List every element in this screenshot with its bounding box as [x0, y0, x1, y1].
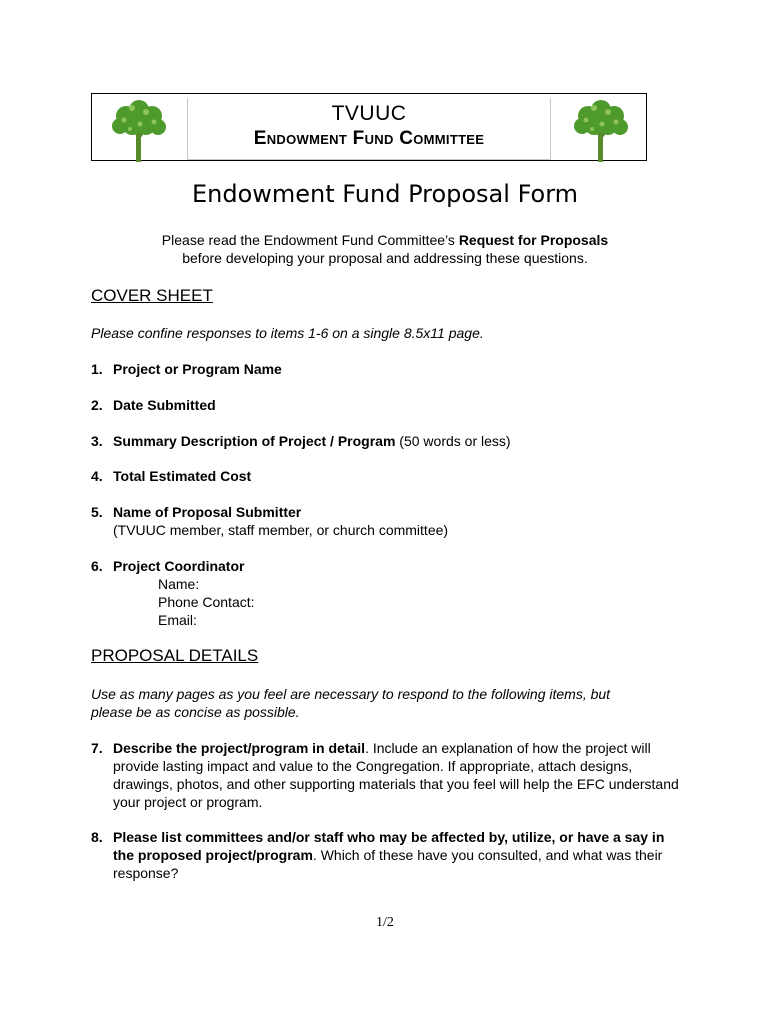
- coordinator-phone-label: Phone Contact:: [158, 594, 255, 610]
- item-label: Date Submitted: [113, 397, 216, 413]
- org-name: TVUUC: [331, 102, 407, 125]
- item-number: 7.: [91, 740, 103, 756]
- coordinator-email-label: Email:: [158, 612, 197, 628]
- item-number: 6.: [91, 558, 103, 574]
- item-label: Project or Program Name: [113, 361, 282, 377]
- proposal-details-heading: PROPOSAL DETAILS: [91, 646, 259, 665]
- item-note: (50 words or less): [395, 433, 511, 449]
- intro-rfp-text: Request for Proposals: [458, 232, 609, 248]
- item-label: Describe the project/program in detail: [113, 740, 366, 756]
- committee-name: Endowment Fund Committee: [253, 128, 485, 149]
- page-number: 1/2: [376, 915, 394, 930]
- item-number: 2.: [91, 397, 103, 413]
- cover-sheet-heading: COVER SHEET: [91, 286, 213, 305]
- item-number: 4.: [91, 468, 103, 484]
- page-title: Endowment Fund Proposal Form: [191, 180, 579, 208]
- item-note: (TVUUC member, staff member, or church committee): [113, 522, 449, 538]
- header-banner: [91, 93, 647, 161]
- item-label: Please list committees and/or staff who may be affected by, utilize, or have a say in the proposed project/program: [113, 829, 665, 863]
- item-description: . Include an explanation of how the project will provide lasting impact and value to the Congregation. If appropriate, attach designs, drawings, photos, and other supporting materials that you feel will help the EFC understand your project or program.: [113, 740, 679, 810]
- item-number: 1.: [91, 361, 103, 377]
- item-number: 8.: [91, 829, 103, 845]
- cover-instruction: Please confine responses to items 1-6 on a single 8.5x11 page.: [91, 325, 484, 341]
- item-label: Total Estimated Cost: [113, 468, 252, 484]
- details-instruction: [91, 685, 610, 721]
- details-instruction-line1: Use as many pages as you feel are necessary to respond to the following items, but: [91, 686, 611, 702]
- coordinator-name-label: Name:: [158, 576, 200, 592]
- item-number: 3.: [91, 433, 103, 449]
- item-label: Name of Proposal Submitter: [113, 504, 302, 520]
- intro-text: [0, 231, 770, 267]
- item-label: Project Coordinator: [113, 558, 245, 574]
- intro-line1-text: Please read the Endowment Fund Committee’s: [161, 232, 459, 248]
- item-description: . Which of these have you consulted, and what was their response?: [113, 847, 663, 881]
- item-label: Summary Description of Project / Program: [113, 433, 396, 449]
- intro-line2-text: before developing your proposal and addressing these questions.: [182, 250, 588, 266]
- details-instruction-line2: please be as concise as possible.: [91, 704, 300, 720]
- item-number: 5.: [91, 504, 103, 520]
